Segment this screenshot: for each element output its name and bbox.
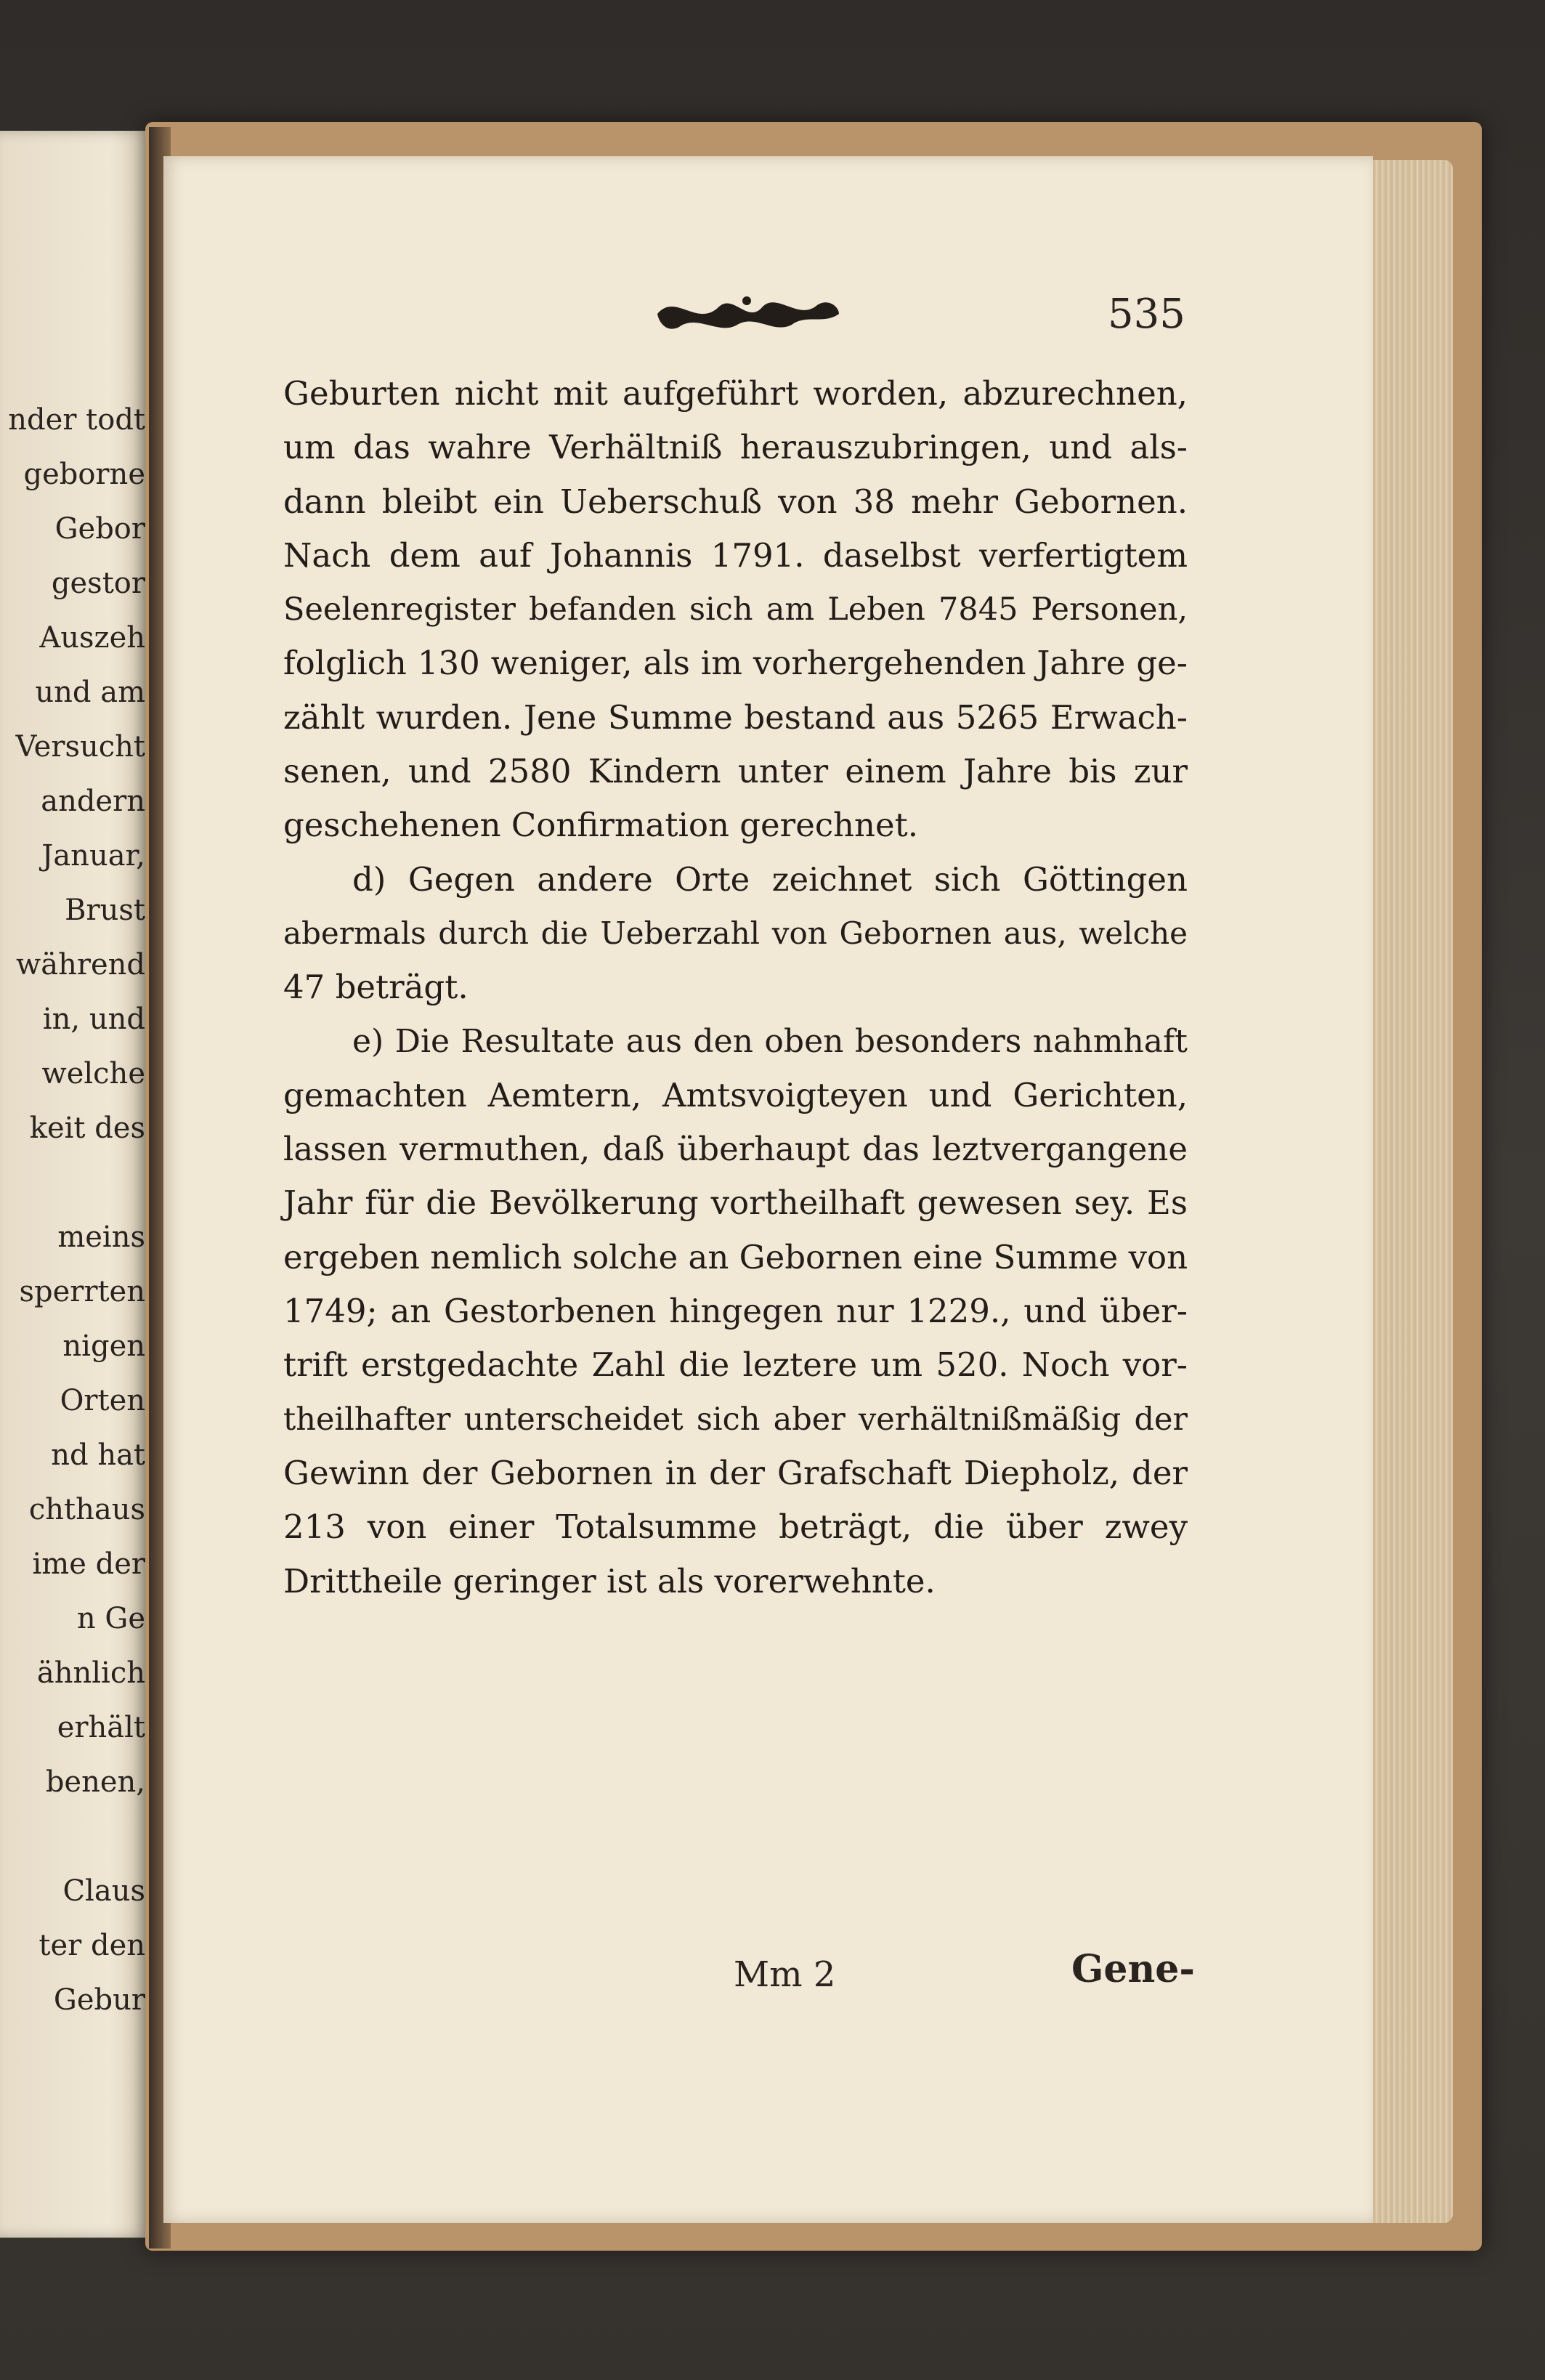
previous-page-line: ähnlich	[36, 1656, 145, 1690]
text-line: 1749; an Gestorbenen hingegen nur 1229., und über‑	[283, 1292, 1188, 1331]
previous-page-line: Orten	[60, 1384, 145, 1417]
previous-page-line: während	[15, 948, 145, 981]
previous-page-line: welche	[41, 1057, 145, 1090]
previous-page-line: n Ge	[76, 1602, 145, 1635]
previous-page-line: meins	[57, 1221, 145, 1254]
previous-page-line: ime der	[32, 1547, 145, 1581]
text-line: dann bleibt ein Ueberschuß von 38 mehr Gebornen.	[283, 482, 1188, 521]
previous-page-line: Claus	[62, 1874, 145, 1908]
text-line: trift erstgedachte Zahl die leztere um 520. Noch vor‑	[283, 1345, 1188, 1385]
body-text	[283, 367, 1188, 1608]
previous-page-line: sperrten	[19, 1275, 145, 1308]
previous-page-strip	[0, 131, 156, 2238]
previous-page-line: in, und	[42, 1003, 145, 1036]
text-line: Jahr für die Bevölkerung vortheilhaft gewesen sey. Es	[283, 1183, 1188, 1223]
previous-page-line: nd hat	[51, 1438, 145, 1472]
text-line: zählt wurden. Jene Summe bestand aus 5265 Erwach‑	[283, 697, 1188, 737]
text-line: Gewinn der Gebornen in der Grafschaft Diepholz, der	[283, 1453, 1188, 1492]
text-line: folglich 130 weniger, als im vorhergehenden Jahre ge‑	[283, 644, 1188, 683]
printer-ornament-icon	[654, 285, 843, 336]
previous-page-line: und am	[35, 676, 145, 709]
previous-page-line: benen,	[45, 1765, 145, 1799]
previous-page-line: nder todt	[8, 403, 145, 437]
text-line: 47 beträgt.	[283, 968, 469, 1007]
previous-page-line: chthaus	[28, 1493, 145, 1526]
previous-page-line: ter den	[38, 1929, 145, 1962]
previous-page-line: Auszeh	[39, 621, 145, 655]
text-line: Geburten nicht mit aufgeführt worden, abzurechnen,	[283, 374, 1188, 413]
signature-mark: Mm 2	[734, 1954, 836, 1995]
text-line: abermals durch die Ueberzahl von Gebornen aus, welche	[283, 915, 1188, 951]
text-line: lassen vermuthen, daß überhaupt das leztvergangene	[283, 1130, 1188, 1169]
text-line: Seelenregister befanden sich am Leben 7845 Personen,	[283, 591, 1188, 628]
catchword: Gene‑	[1071, 1947, 1195, 1991]
previous-page-line: erhält	[57, 1711, 145, 1744]
text-line: Nach dem auf Johannis 1791. daselbst verfertigtem	[283, 535, 1188, 575]
previous-page-line: geborne	[23, 458, 145, 491]
previous-page-line: Januar,	[41, 839, 145, 873]
text-line: e) Die Resultate aus den oben besonders nahmhaft	[352, 1022, 1188, 1060]
text-line: 213 von einer Totalsumme beträgt, die über zwey	[283, 1507, 1188, 1547]
text-line: um das wahre Verhältniß herauszubringen, und als‑	[283, 428, 1188, 467]
text-line: d) Gegen andere Orte zeichnet sich Göttingen	[352, 859, 1188, 899]
text-line: gemachten Aemtern, Amtsvoigteyen und Gerichten,	[283, 1075, 1188, 1114]
previous-page-line: nigen	[62, 1329, 145, 1363]
text-line: geschehenen Confirmation gerechnet.	[283, 806, 919, 845]
previous-page-line: Versucht	[15, 730, 145, 764]
page-edges	[1366, 160, 1453, 2223]
text-line: senen, und 2580 Kindern unter einem Jahre bis zur	[283, 752, 1188, 791]
previous-page-line: gestor	[51, 567, 145, 600]
previous-page-line: andern	[41, 785, 145, 818]
text-line: Drittheile geringer ist als vorerwehnte.	[283, 1561, 936, 1600]
previous-page-line: keit des	[29, 1112, 145, 1145]
previous-page-line: Gebor	[54, 512, 145, 546]
previous-page-line: Brust	[65, 894, 145, 927]
page-number: 535	[1108, 291, 1185, 338]
previous-page-line: Gebur	[53, 1983, 145, 2017]
text-line: theilhafter unterscheidet sich aber verhältnißmäßig der	[283, 1401, 1188, 1438]
text-line: ergeben nemlich solche an Gebornen eine Summe von	[283, 1237, 1188, 1276]
